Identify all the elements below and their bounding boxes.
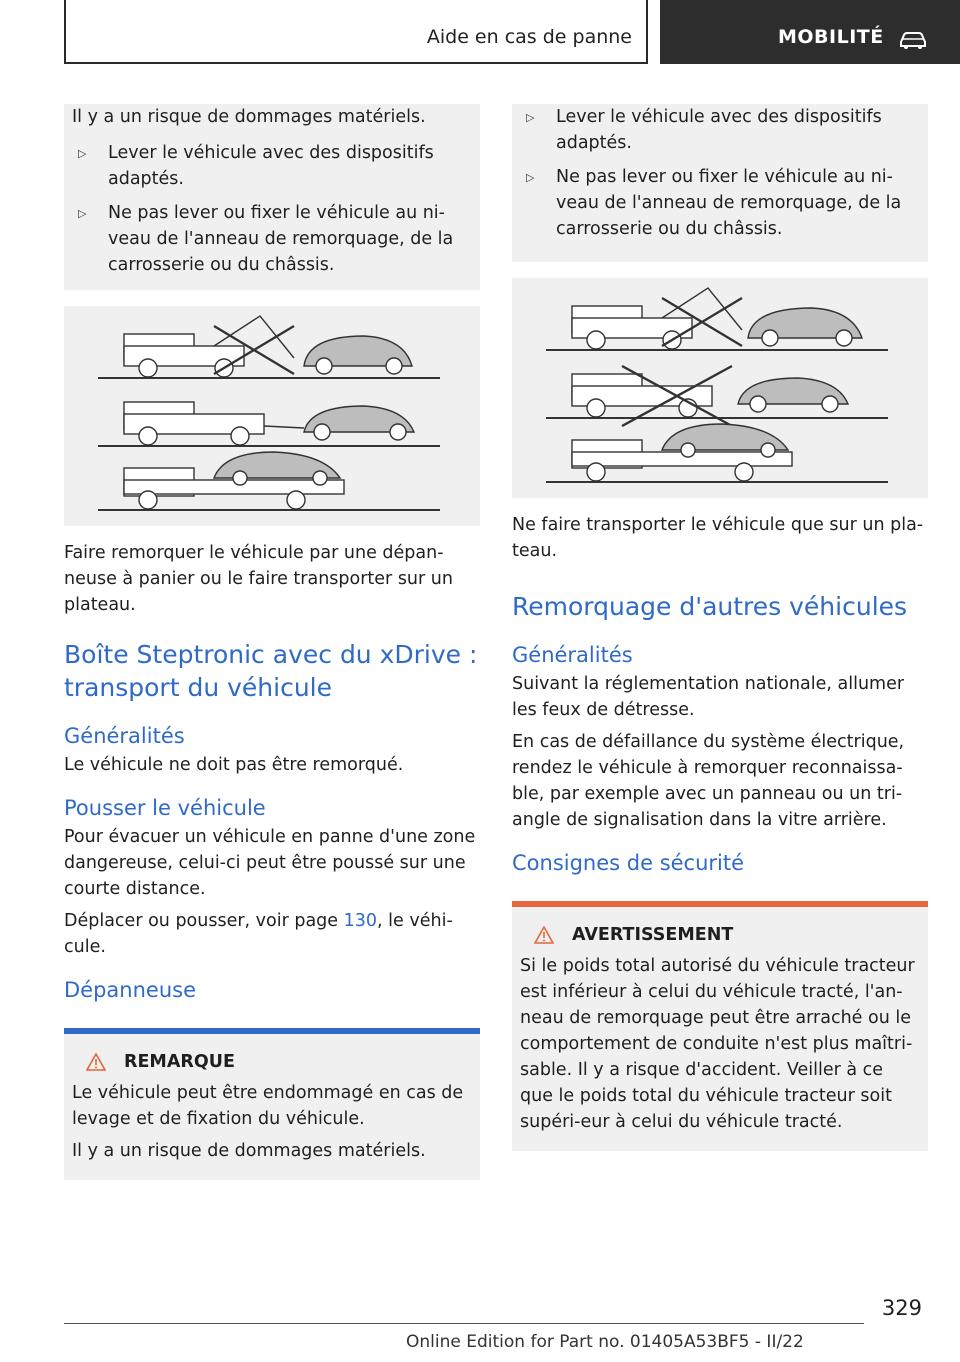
section-heading-remorquage: Remorquage d'autres véhicules: [512, 592, 908, 621]
towing-methods-figure: [64, 306, 480, 526]
generalites-text-1: Suivant la réglementation nationale, allumer les feux de détresse.: [512, 674, 905, 720]
xdrive-transport-figure: [512, 278, 928, 498]
section-heading-xdrive: Boîte Steptronic avec du xDrive : transport du véhicule: [64, 640, 478, 702]
warning-text: Si le poids total autorisé du véhicule tracteur est inférieur à celui du véhicule tracté, l'an-neau de remorquage peut être arraché ou le comportement de conduite n'est plus maîtri-sable. Il y a risque d'accident. Veiller à ce que le poids total du véhicule tracteur soit supéri-eur à celui du véhicule tracté.: [520, 956, 915, 1132]
footer-divider: [64, 1323, 864, 1324]
list-item: ▷ Ne pas lever ou fixer le véhicule au ni-veau de l'anneau de remorquage, de la carrosserie ou du châssis.: [520, 158, 920, 244]
left-column: [64, 104, 480, 1180]
note-title: REMARQUE: [124, 1052, 235, 1072]
left-risk-text: Il y a un risque de dommages matériels.: [72, 107, 426, 127]
left-notice-box: [64, 104, 480, 290]
bullet-triangle-icon: ▷: [526, 171, 535, 184]
header-chapter-tab: [660, 0, 960, 64]
warning-title: AVERTISSEMENT: [572, 925, 734, 945]
subheading-depanneuse: Dépanneuse: [64, 978, 196, 1002]
subheading-pousser: Pousser le véhicule: [64, 796, 266, 820]
note-risk-text: Il y a un risque de dommages matériels.: [72, 1141, 426, 1161]
pousser-text: Pour évacuer un véhicule en panne d'une zone dangereuse, celui-ci peut être poussé sur une courte distance.: [64, 827, 476, 899]
warning-box: [512, 907, 928, 1151]
list-item: ▷ Lever le véhicule avec des dispositifs adaptés.: [520, 104, 920, 158]
page-number: 329: [881, 1296, 922, 1320]
warning-triangle-icon: [86, 1053, 106, 1071]
pousser-reference: Déplacer ou pousser, voir page 130, le véhi-cule.: [64, 911, 453, 957]
subheading-generalites: Généralités: [64, 724, 185, 748]
right-column: [512, 104, 928, 1151]
list-item: ▷ Lever le véhicule avec des dispositifs adaptés.: [72, 134, 472, 194]
header-section-title: Aide en cas de panne: [426, 26, 632, 48]
subheading-consignes: Consignes de sécurité: [512, 851, 745, 875]
right-figure-caption: Ne faire transporter le véhicule que sur un pla-teau.: [512, 515, 924, 561]
car-icon: [898, 28, 928, 50]
subheading-generalites: Généralités: [512, 643, 633, 667]
page-link[interactable]: 130: [343, 911, 378, 931]
bullet-triangle-icon: ▷: [78, 147, 87, 160]
note-box: [64, 1034, 480, 1180]
warning-triangle-icon: [534, 926, 554, 944]
list-item: ▷ Ne pas lever ou fixer le véhicule au ni-veau de l'anneau de remorquage, de la carrosserie ou du châssis.: [72, 194, 472, 280]
header-section-tab: [64, 0, 648, 64]
right-notice-box: [512, 104, 928, 262]
generalites-text: Le véhicule ne doit pas être remorqué.: [64, 755, 404, 775]
header-chapter-title: MOBILITÉ: [778, 26, 884, 48]
footer-edition: Online Edition for Part no. 01405A53BF5 - II/22: [406, 1332, 804, 1352]
bullet-triangle-icon: ▷: [526, 111, 535, 124]
generalites-text-2: En cas de défaillance du système électrique, rendez le véhicule à remorquer reconnaissa-ble, par exemple avec un panneau ou un tri-angle de signalisation dans la vitre arrière.: [512, 732, 905, 830]
bullet-triangle-icon: ▷: [78, 207, 87, 220]
note-text: Le véhicule peut être endommagé en cas de levage et de fixation du véhicule.: [72, 1083, 464, 1129]
left-figure-caption: Faire remorquer le véhicule par une dépan-neuse à panier ou le faire transporter sur un plateau.: [64, 543, 453, 615]
